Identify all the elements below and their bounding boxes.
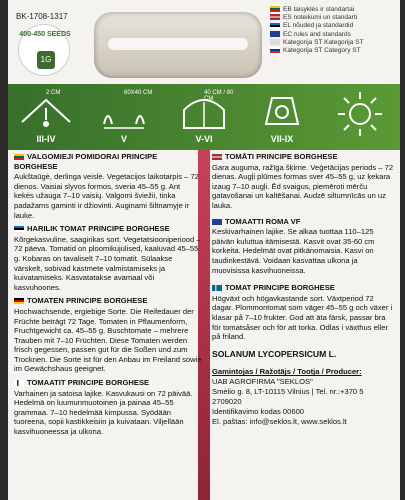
section-body: Aukštaūgė, derlinga veislė. Vegetacijos laikotarpis – 72 dienos. Vaisiai slyvos formos, sveria 45–55 g. Ant kekės užauga 7–10 vaisių. Valgomi šviežii, tinka padažams gaminti ir džiovinti. Auginami šiltnamyje ir lauke. [14, 172, 199, 220]
cert-line-et: EL nõuded ja standardid [270, 22, 398, 30]
seed-packet-back [8, 0, 400, 500]
sku-code: BK-1708-1317 [16, 12, 68, 21]
section-body: Hochwachsende, ergiebige Sorte. Die Reifedauer der Früchte beträgt 72 Tage. Tomaten in Pflaumenform, Fruchtgewicht ca. 45–55 g. Buschtomate – mehrere Trauben mit 7–10 Früchten. Diese Tomaten werden frisch gegessen, passen gut für die Soßen und zum Trocknen. Die Sorte ist für den Anbau im Freiland sowie im Gewächshaus geeignet. [14, 306, 202, 374]
flag-gb-icon [270, 31, 280, 37]
section-ee [14, 224, 202, 292]
seed-count-text: 400-450 SEEDS [19, 31, 71, 38]
left-column [14, 152, 202, 441]
planting-distance-icon: 60X40 CM V [94, 88, 154, 146]
cert-line-lv: ES noteikumi un standarti [270, 14, 398, 22]
section-title: VALGOMIEJI POMIDORAI PRINCIPE BORGHESE [14, 152, 158, 171]
cert-line-cat1: Kategorija ST Kategorija ST [270, 39, 398, 47]
right-column [212, 152, 394, 427]
section-title: HARILIK TOMAT PRINCIPE BORGHESE [27, 224, 170, 234]
section-title: TOMAT PRINCIPE BORGHESE [225, 283, 335, 293]
cert-line-en: EC rules and standards [270, 31, 398, 39]
flag-de-icon [14, 298, 24, 304]
producer-id: Identifikavimo kodas 00600 [212, 407, 305, 417]
section-body: Kõrgekasvuline, saagirikas sort. Vegetatsiooniperiood – 72 päeva. Tomatid on ploomikujulised, kaaluvad 45–55 g. Kobaras on tavaliselt 7–10 tomatit. Sülaakse värskelt, sobivad kastmete valmistamiseks ja kuivatamiseks. Kasvatatakse avamaal või kasvuhoones. [14, 234, 201, 292]
latin-name: SOLANUM LYCOPERSICUM L. [212, 348, 337, 359]
section-de [14, 296, 202, 374]
harvest-icon: VII-IX [252, 88, 312, 146]
section-body: Keskivarhainen lajike. Se alkaa tuottaa 110–125 päivän kuluttua itämisestä. Kasvit ovat 35-60 cm korkeita. Hedelmät ovat pitkänomaisia. Kasvi on taudinkestävä. Voidaan kasvattaa ulkona ja muovisissa kasvihuoneissa. [212, 227, 375, 275]
section-body: Högväxt och högavkastande sort. Växtperiod 72 dagar. Plommontomat som väger 45–55 g och växer i klasar på 7–10 frukter. God att äta färsk, passar bra för tomatsåser och för att torka. Odlas i växthus eller på friland. [212, 293, 393, 342]
flag-ee-icon [270, 23, 280, 29]
section-title: TOMAATIT PRINCIPE BORGHESE [27, 378, 150, 388]
section-body: Varhainen ja satoisa lajike. Kasvukausi on 72 päivää. Hedelmä on luumunmuotoinen ja painaa 45–55 grammaa. 7–10 hedelmää kimpussa. Syödään tuoreena, sopii kastikkeisiin ja kuivataan. Viljellään kasvihuoneessa ja ulkona. [14, 388, 193, 437]
greenhouse-icon: 40 CM / 90 CM V-VI [174, 88, 234, 146]
section-lt [14, 152, 202, 220]
flag-generic-icon [270, 39, 280, 45]
section-gb [212, 217, 394, 276]
producer-company: UAB AGROFIRMA "SEKLOS" [212, 377, 313, 387]
flag-lv-icon [270, 14, 280, 20]
seed-count-badge [18, 24, 70, 76]
flag-lt-icon [14, 154, 24, 160]
flag-se-icon [212, 285, 222, 291]
flag-ee-icon [14, 226, 24, 232]
cert-line-cat2: Kategorija ST Category ST [270, 47, 398, 55]
flag-lt-icon [270, 6, 280, 12]
producer-heading: Gamintojas / Ražotājs / Tootja / Producer: [212, 367, 362, 377]
flag-gb-icon [212, 219, 222, 225]
sowing-calendar-icon: 2 CM III-IV [16, 88, 76, 146]
producer-block [212, 367, 394, 427]
section-title: TOMATEN PRINCIPE BORGHESE [27, 296, 148, 306]
producer-email: El. paštas: info@seklos.lt, www.seklos.lt [212, 417, 347, 427]
cert-line-lt: EB taisyklės ir standartai [270, 6, 398, 14]
flag-lv-icon [212, 154, 222, 160]
window-glare [108, 38, 248, 50]
section-body: Gara auguma, ražīga šķirne. Veģetācijas periods – 72 dienas. Augļi plūmes formas sver 45–55 g, uz ķekara izaug 7–10 augļi. Ēd svaigus, piemēroti mērču gatavošanai un kaltēšanai. Audzē siltumnīcās un uz lauka. [212, 162, 394, 210]
section-lv [212, 152, 394, 211]
section-title: TOMĀTI PRINCIPE BORGHESE [225, 152, 338, 161]
growing-icons-band [8, 84, 400, 150]
sun-icon [330, 88, 390, 146]
section-se [212, 283, 394, 342]
section-fi [14, 378, 202, 437]
section-title: TOMAATTI ROMA VF [225, 216, 301, 226]
weight-icon: 1G [37, 51, 55, 69]
seed-window [94, 12, 262, 78]
flag-ru-icon [270, 47, 280, 53]
flag-fi-icon [14, 380, 24, 386]
certification-block [270, 6, 398, 55]
producer-address: Smėlio g. 8, LT-10115 Vilnius | Tel. nr.:+370 5 2709020 [212, 387, 364, 407]
